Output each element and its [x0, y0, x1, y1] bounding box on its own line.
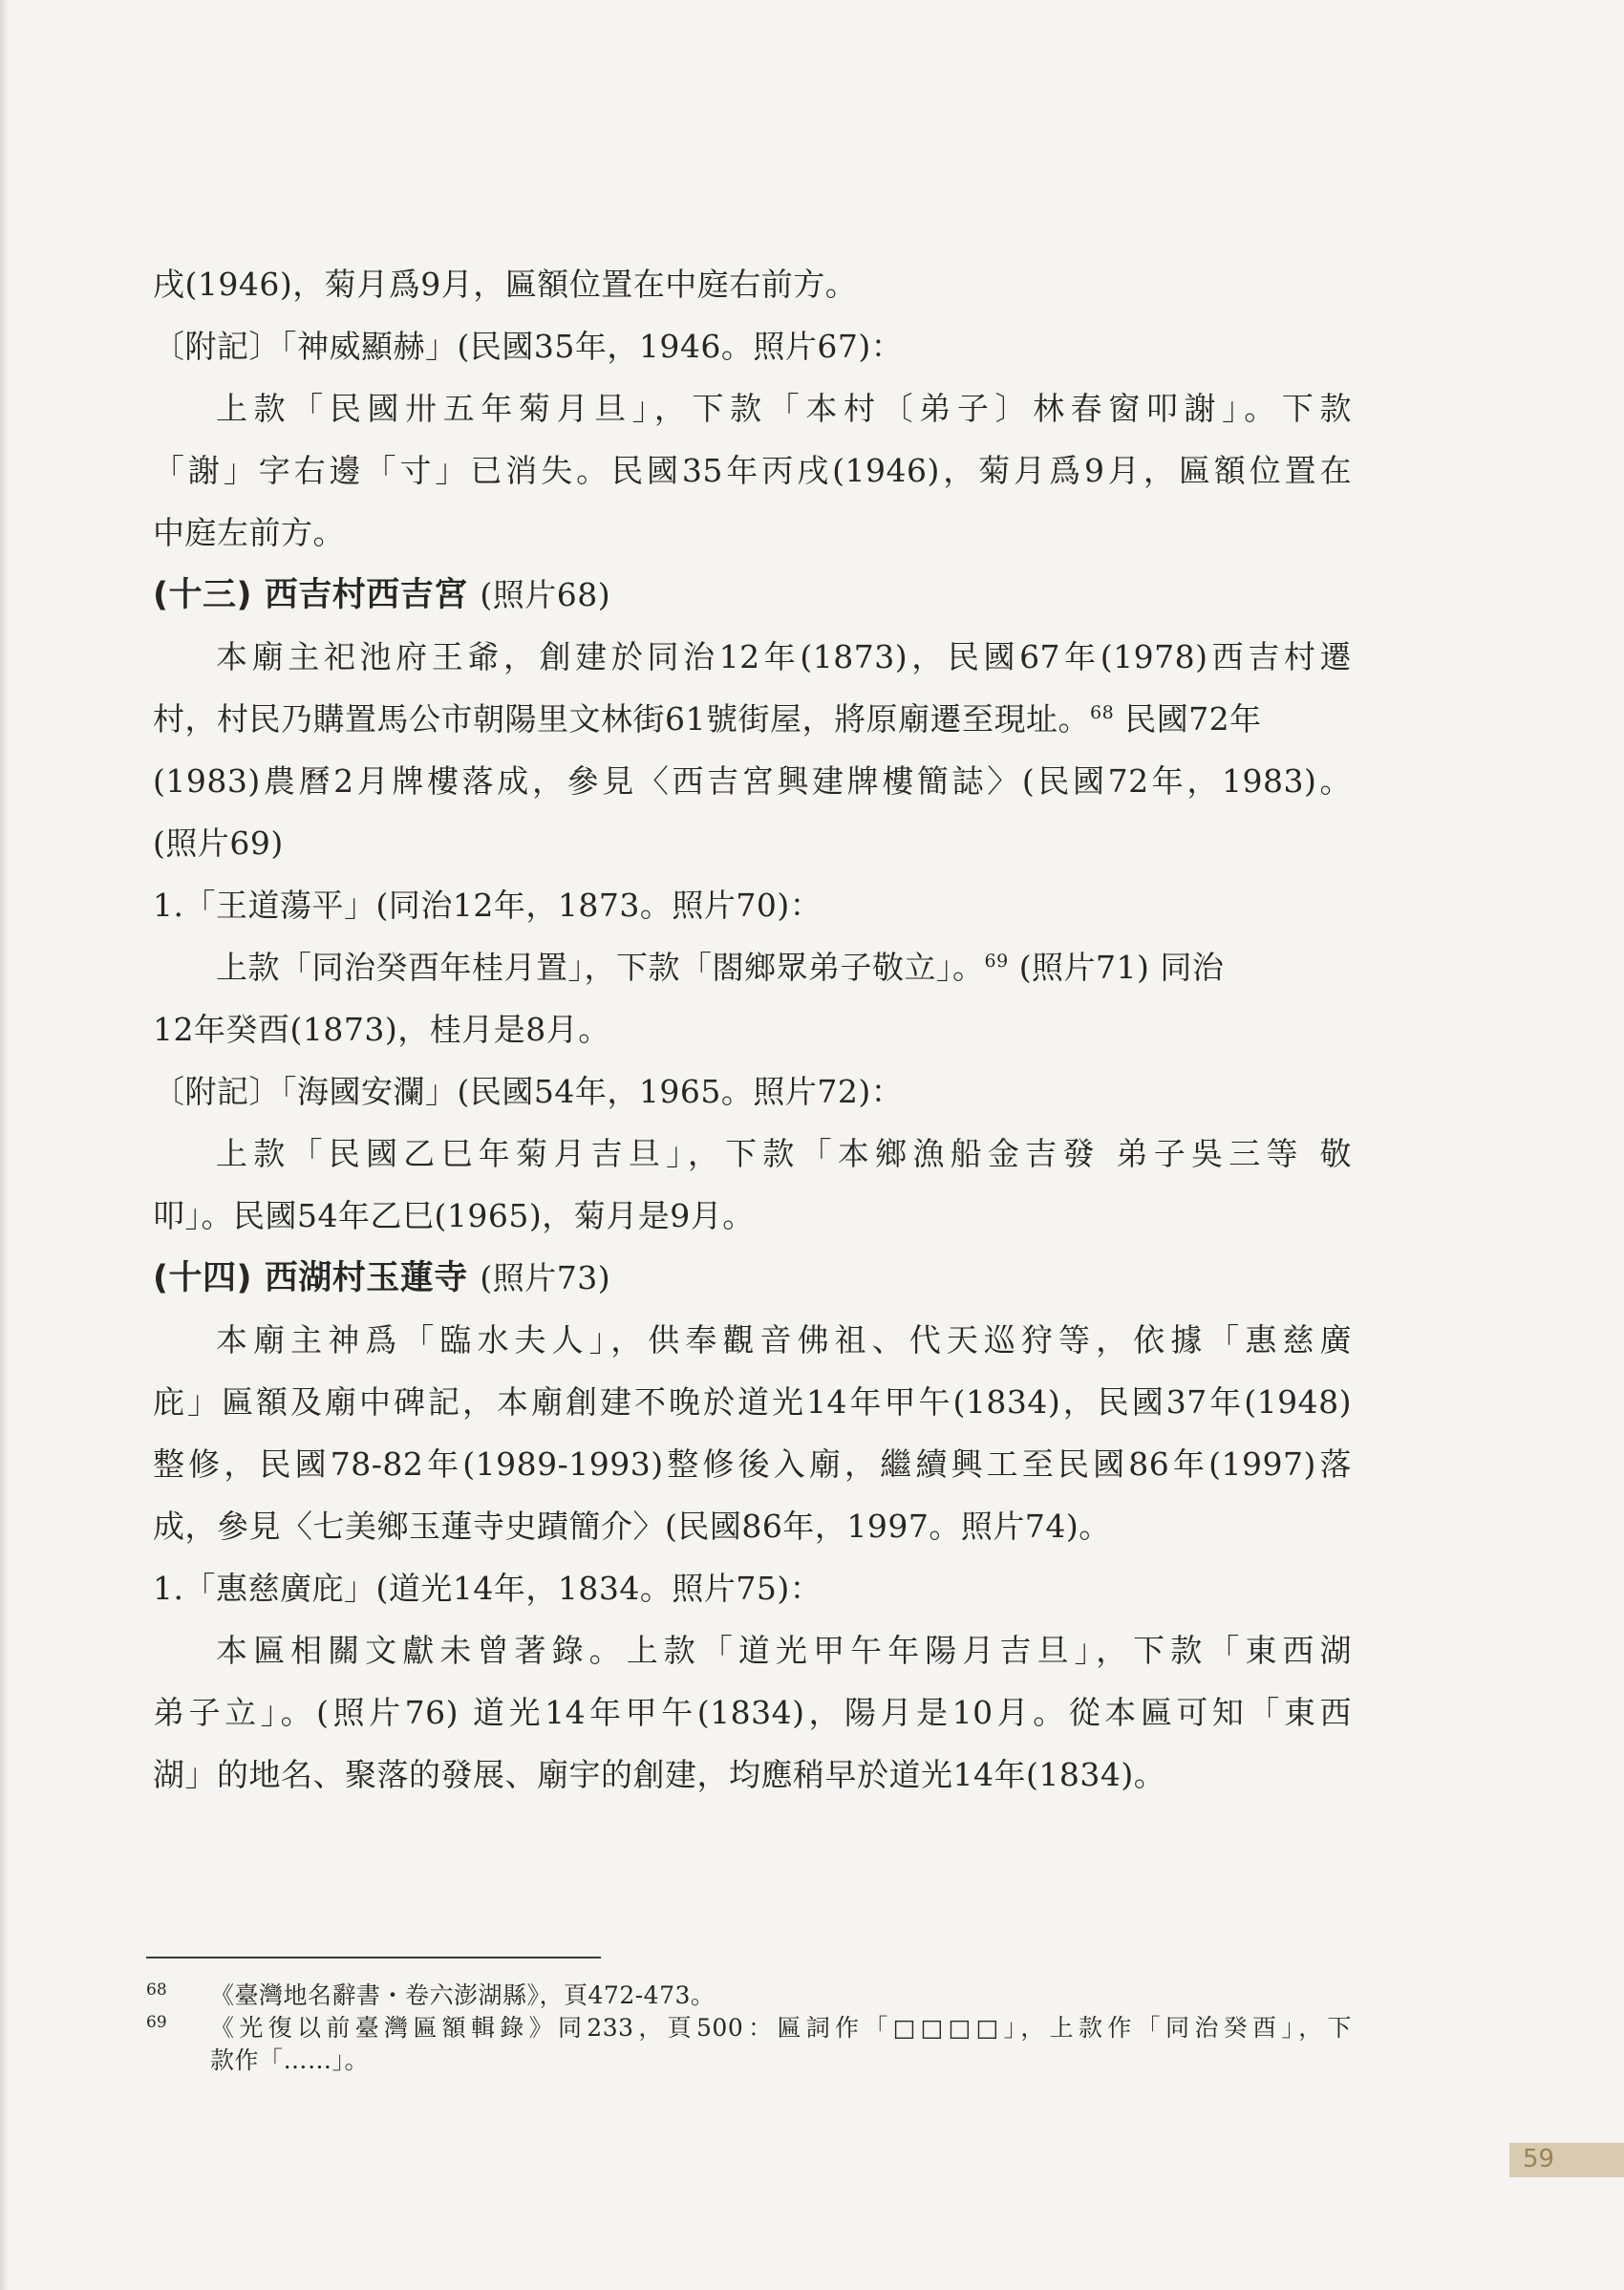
paragraph-line: 戌(1946)，菊月爲9月，匾額位置在中庭右前方。: [153, 266, 858, 303]
paragraph-line: 叩」。民國54年乙巳(1965)，菊月是9月。: [153, 1197, 755, 1234]
footnote-68: [146, 1980, 1352, 2012]
paragraph-line: 本廟主祀池府王爺，創建於同治12年(1873)，民國67年(1978)西吉村遷: [216, 638, 1352, 675]
paragraph-line: (照片69): [153, 824, 284, 862]
item-heading-line: 1.「惠慈廣庇」(道光14年，1834。照片75)：: [153, 1570, 823, 1607]
footnote-divider: [146, 1957, 601, 1958]
item-heading-line: 1.「王道蕩平」(同治12年，1873。照片70)：: [153, 887, 823, 924]
section-heading-13: [153, 564, 1352, 626]
paragraph-line: 本廟主神爲「臨水夫人」，供奉觀音佛祖、代天巡狩等，依據「惠慈廣: [216, 1321, 1352, 1359]
paragraph-line: [153, 688, 1352, 750]
paragraph-line: 中庭左前方。: [153, 514, 345, 551]
paragraph-line: 弟子立」。(照片76) 道光14年甲午(1834)，陽月是10月。從本匾可知「東西: [153, 1694, 1352, 1731]
paragraph-line: 湖」的地名、聚落的發展、廟宇的創建，均應稍早於道光14年(1834)。: [153, 1756, 1166, 1793]
body-text: [153, 253, 1352, 1806]
paragraph-text: 民國72年: [1124, 700, 1262, 738]
footnotes: [146, 1980, 1352, 2077]
section-title: 西吉村西吉宮: [264, 576, 468, 614]
appendix-note-line: 〔附記〕「海國安瀾」(民國54年，1965。照片72)：: [153, 1073, 904, 1110]
section-photo-ref: (照片68): [480, 576, 611, 613]
paragraph-line: 「謝」字右邊「寸」已消失。民國35年丙戌(1946)，菊月爲9月，匾額位置在: [153, 452, 1352, 489]
page-number: 59: [1523, 2145, 1555, 2173]
section-number: (十四): [153, 1259, 252, 1297]
page-edge: [0, 0, 9, 2290]
footnote-text: 《臺灣地名辭書・卷六澎湖縣》，頁472-473。: [210, 1981, 716, 2009]
page-number-tab: [1509, 2143, 1624, 2177]
paragraph-line: 成，參見〈七美鄉玉蓮寺史蹟簡介〉(民國86年，1997。照片74)。: [153, 1508, 1111, 1545]
paragraph-line: 上款「民國卅五年菊月旦」，下款「本村〔弟子〕林春窗叩謝」。下款: [216, 390, 1352, 427]
paragraph-text: 上款「同治癸酉年桂月置」，下款「閤鄉眾弟子敬立」。: [216, 949, 985, 986]
paragraph-line: 本匾相關文獻未曾著錄。上款「道光甲午年陽月吉旦」，下款「東西湖: [216, 1632, 1352, 1669]
paragraph-line: (1983)農曆2月牌樓落成，參見〈西吉宮興建牌樓簡誌〉(民國72年，1983)。: [153, 762, 1352, 800]
paragraph-text: (照片71) 同治: [1018, 949, 1225, 986]
section-heading-14: [153, 1247, 1352, 1309]
paragraph-line: 庇」匾額及廟中碑記，本廟創建不晚於道光14年甲午(1834)，民國37年(1948): [153, 1383, 1352, 1421]
paragraph-line: 整修，民國78-82年(1989-1993)整修後入廟，繼續興工至民國86年(1997)落: [153, 1445, 1352, 1483]
paragraph-line: 12年癸酉(1873)，桂月是8月。: [153, 1011, 610, 1048]
section-number: (十三): [153, 576, 252, 614]
section-photo-ref: (照片73): [480, 1259, 611, 1296]
footnote-number: 68: [146, 1980, 167, 2000]
footnote-text: 《光復以前臺灣匾額輯錄》同233，頁500：匾詞作「□□□□」，上款作「同治癸酉」，下: [210, 2014, 1352, 2042]
paragraph-text: 村，村民乃購置馬公市朝陽里文林街61號街屋，將原廟遷至現址。: [153, 700, 1090, 738]
footnote-69: [146, 2012, 1352, 2077]
footnote-mark: 68: [1090, 702, 1115, 723]
footnote-mark: 69: [984, 951, 1009, 972]
footnote-number: 69: [146, 2013, 167, 2032]
paragraph-line: [153, 936, 1352, 998]
section-title: 西湖村玉蓮寺: [264, 1259, 468, 1297]
paragraph-line: 上款「民國乙巳年菊月吉旦」，下款「本鄉漁船金吉發 弟子吳三等 敬: [216, 1135, 1352, 1172]
footnote-text: 款作「……」。: [210, 2046, 370, 2074]
appendix-note-line: 〔附記〕「神威顯赫」(民國35年，1946。照片67)：: [153, 328, 904, 365]
